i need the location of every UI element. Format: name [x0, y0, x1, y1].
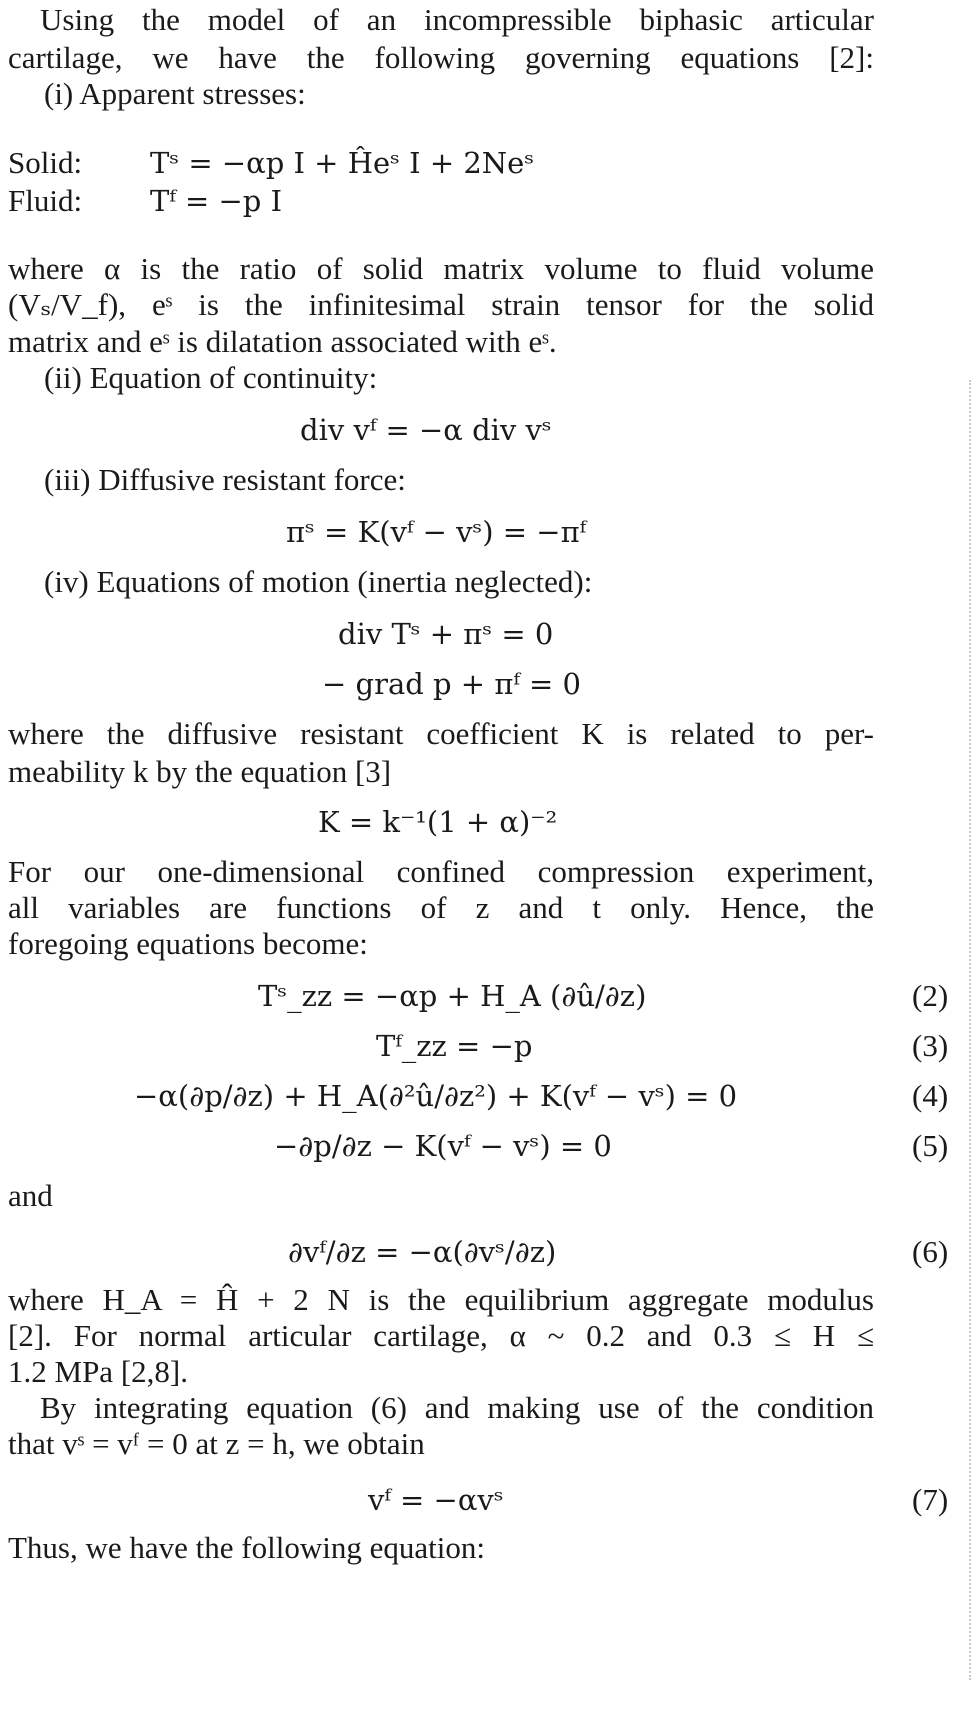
intro-line-2: cartilage, we have the following governing equations [2]:	[8, 40, 874, 75]
ha-line-1: where H_A = Ĥ + 2 N is the equilibrium aggregate modulus	[8, 1282, 874, 1317]
item-iii-heading: (iii) Diffusive resistant force:	[44, 462, 406, 497]
equation-number-3: (3)	[912, 1028, 949, 1063]
equation-4: −α(∂p/∂z) + H_A(∂²û/∂z²) + K(vᶠ − vˢ) = 0	[134, 1079, 738, 1113]
diffusive-line-1: where the diffusive resistant coefficient K is related to per-	[8, 716, 874, 751]
where-line-3: matrix and eˢ is dilatation associated with eˢ.	[8, 324, 557, 359]
ha-line-3: 1.2 MPa [2,8].	[8, 1354, 188, 1389]
equation-number-4: (4)	[912, 1078, 949, 1113]
item-iv-heading: (iv) Equations of motion (inertia neglected):	[44, 564, 593, 599]
where-line-1: where α is the ratio of solid matrix volume to fluid volume	[8, 251, 874, 286]
where-line-2: (Vₛ/V_f), eˢ is the infinitesimal strain tensor for the solid	[8, 287, 874, 322]
equation-number-2: (2)	[912, 978, 949, 1013]
diffusive-line-2: meability k by the equation [3]	[8, 754, 392, 789]
onedim-line-1: For our one-dimensional confined compression experiment,	[8, 854, 874, 889]
scan-edge-line	[969, 380, 971, 1680]
ha-line-2: [2]. For normal articular cartilage, α ~ 0.2 and 0.3 ≤ H ≤	[8, 1318, 874, 1353]
integrate-line-2: that vˢ = vᶠ = 0 at z = h, we obtain	[8, 1426, 425, 1461]
equation-number-5: (5)	[912, 1128, 949, 1163]
onedim-line-3: foregoing equations become:	[8, 926, 368, 961]
continuity-equation: div vᶠ = −α div vˢ	[300, 413, 552, 447]
solid-label: Solid:	[8, 145, 83, 180]
equation-number-7: (7)	[912, 1482, 949, 1517]
motion-equation-2: − grad p + πᶠ = 0	[322, 667, 581, 701]
equation-2: Tˢ_zz = −αp + H_A (∂û/∂z)	[258, 979, 647, 1013]
equation-5: −∂p/∂z − K(vᶠ − vˢ) = 0	[274, 1129, 612, 1163]
and-text: and	[8, 1178, 53, 1213]
equation-6: ∂vᶠ/∂z = −α(∂vˢ/∂z)	[288, 1235, 557, 1269]
item-i-heading: (i) Apparent stresses:	[44, 76, 306, 111]
equation-number-6: (6)	[912, 1234, 949, 1269]
integrate-line-1: By integrating equation (6) and making use of the condition	[40, 1390, 874, 1425]
onedim-line-2: all variables are functions of z and t only. Hence, the	[8, 890, 874, 925]
item-ii-heading: (ii) Equation of continuity:	[44, 360, 378, 395]
fluid-equation: Tᶠ = −p I	[150, 184, 283, 218]
resistant-force-equation: πˢ = K(vᶠ − vˢ) = −πᶠ	[286, 515, 587, 549]
equation-7: vᶠ = −αvˢ	[368, 1483, 504, 1517]
motion-equation-1: div Tˢ + πˢ = 0	[338, 617, 554, 651]
equation-3: Tᶠ_zz = −p	[376, 1029, 533, 1063]
solid-equation: Tˢ = −αp I + Ĥeˢ I + 2Neˢ	[150, 146, 535, 180]
fluid-label: Fluid:	[8, 183, 83, 218]
k-equation: K = k⁻¹(1 + α)⁻²	[318, 805, 558, 839]
intro-line-1: Using the model of an incompressible biphasic articular	[40, 2, 874, 37]
thus-text: Thus, we have the following equation:	[8, 1530, 485, 1565]
